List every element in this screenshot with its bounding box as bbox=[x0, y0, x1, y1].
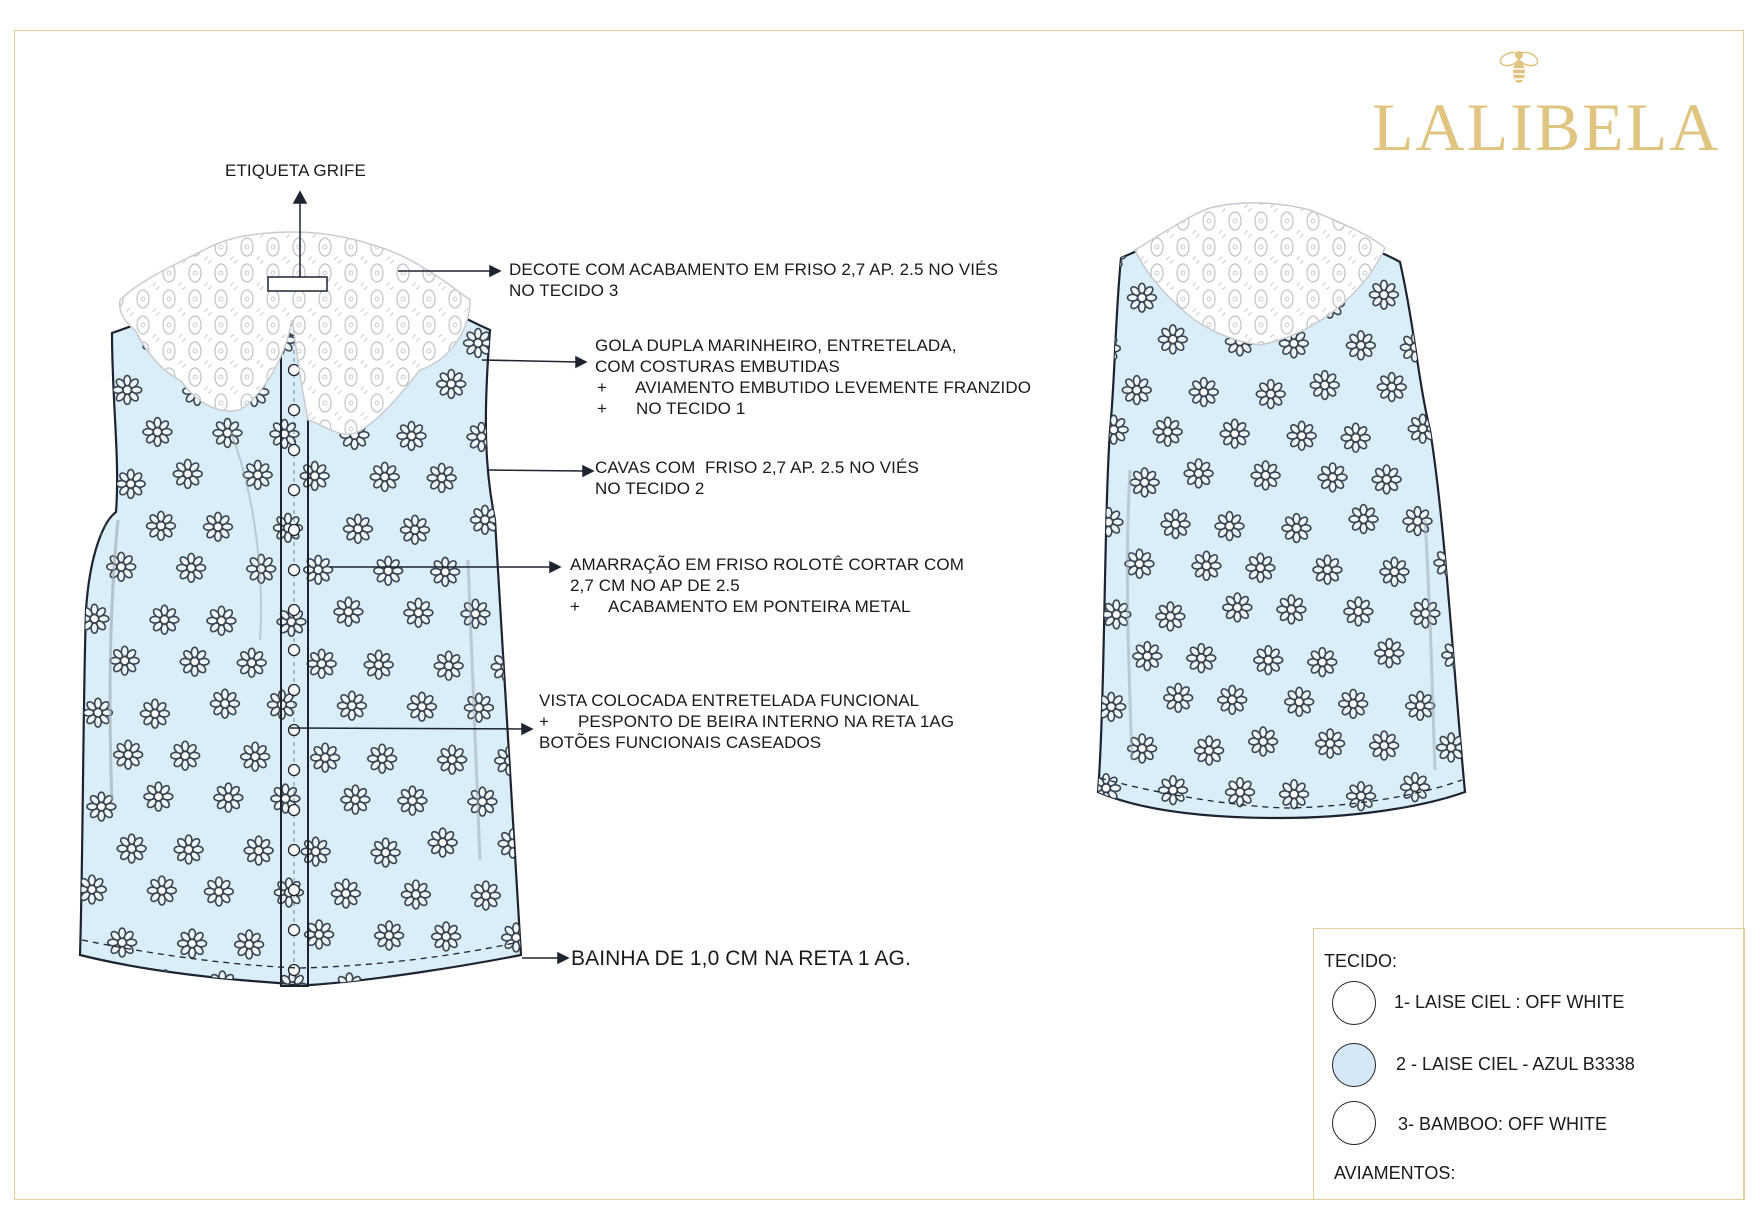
flower-motif bbox=[370, 462, 399, 491]
button bbox=[289, 885, 300, 896]
flower-motif bbox=[1439, 467, 1468, 496]
flower-motif bbox=[438, 745, 467, 774]
flower-motif bbox=[1251, 461, 1280, 490]
flower-motif bbox=[1277, 595, 1306, 624]
flower-motif bbox=[494, 371, 523, 400]
flower-motif bbox=[207, 606, 236, 635]
flower-motif bbox=[397, 422, 426, 451]
flower-motif bbox=[1256, 380, 1285, 409]
flower-motif bbox=[1406, 241, 1435, 270]
flower-motif bbox=[1408, 414, 1437, 443]
button bbox=[289, 405, 300, 416]
flower-motif bbox=[491, 652, 520, 681]
flower-motif bbox=[147, 876, 176, 905]
flower-motif bbox=[1122, 376, 1151, 405]
flower-motif bbox=[374, 556, 403, 585]
button bbox=[289, 605, 300, 616]
flower-motif bbox=[83, 323, 112, 352]
flower-motif bbox=[1092, 774, 1121, 803]
button bbox=[289, 765, 300, 776]
flower-motif bbox=[1287, 421, 1316, 450]
fabric-label-2: 2 - LAISE CIEL - AZUL B3338 bbox=[1396, 1054, 1635, 1074]
flower-motif bbox=[1187, 644, 1216, 673]
flower-motif bbox=[1318, 463, 1347, 492]
flower-motif bbox=[1223, 593, 1252, 622]
collar-callout: GOLA DUPLA MARINHEIRO, ENTRETELADA, COM COSTURAS EMBUTIDAS + AVIAMENTO EMBUTIDO LEVEMENTE FRANZIDO + NO TECIDO 1 bbox=[595, 336, 1032, 418]
flower-motif bbox=[1128, 283, 1157, 312]
flower-motif bbox=[178, 929, 207, 958]
flower-motif bbox=[468, 787, 497, 816]
flower-motif bbox=[116, 469, 145, 498]
flower-motif bbox=[434, 651, 463, 680]
flower-motif bbox=[208, 971, 237, 1000]
flower-motif bbox=[1254, 646, 1283, 675]
flower-motif bbox=[1310, 371, 1339, 400]
trims-title: AVIAMENTOS: bbox=[1334, 1163, 1456, 1183]
flower-motif bbox=[144, 782, 173, 811]
flower-motif bbox=[1316, 729, 1345, 758]
flower-motif bbox=[1091, 334, 1120, 363]
flower-motif bbox=[1285, 687, 1314, 716]
flower-motif bbox=[1094, 508, 1123, 537]
flower-motif bbox=[1164, 683, 1193, 712]
flower-motif bbox=[150, 605, 179, 634]
flower-motif bbox=[81, 969, 110, 998]
flower-motif bbox=[375, 921, 404, 950]
flower-motif bbox=[1226, 778, 1255, 807]
flower-motif bbox=[405, 974, 434, 1003]
flower-motif bbox=[364, 650, 393, 679]
tie-callout: AMARRAÇÃO EM FRISO ROLOTÊ CORTAR COM 2,7 CM NO AP DE 2.5 + ACABAMENTO EM PONTEIRA METAL bbox=[570, 555, 965, 616]
flower-motif bbox=[432, 922, 461, 951]
flower-motif bbox=[311, 743, 340, 772]
flower-motif bbox=[117, 834, 146, 863]
flower-motif bbox=[305, 920, 334, 949]
flower-motif bbox=[471, 881, 500, 910]
flower-motif bbox=[237, 648, 266, 677]
bee-icon bbox=[1498, 45, 1540, 89]
flower-motif bbox=[1158, 325, 1187, 354]
flower-motif bbox=[467, 423, 496, 452]
flower-motif bbox=[86, 417, 115, 446]
fabric-title: TECIDO: bbox=[1324, 951, 1398, 971]
flower-motif bbox=[300, 461, 329, 490]
flower-motif bbox=[1218, 685, 1247, 714]
button bbox=[289, 685, 300, 696]
flower-motif bbox=[1344, 597, 1373, 626]
flower-motif bbox=[398, 786, 427, 815]
flower-motif bbox=[1184, 459, 1213, 488]
flower-motif bbox=[204, 512, 233, 541]
flower-motif bbox=[1341, 423, 1370, 452]
button bbox=[289, 845, 300, 856]
flower-motif bbox=[1349, 505, 1378, 534]
flower-motif bbox=[1347, 782, 1376, 811]
flower-motif bbox=[1442, 641, 1471, 670]
button bbox=[289, 485, 300, 496]
flower-motif bbox=[241, 742, 270, 771]
flower-motif bbox=[464, 329, 493, 358]
flower-motif bbox=[404, 598, 433, 627]
flower-motif bbox=[331, 879, 360, 908]
flower-motif bbox=[465, 693, 494, 722]
flower-motif bbox=[1153, 417, 1182, 446]
flower-motif bbox=[143, 418, 172, 447]
fabric-legend bbox=[1313, 928, 1745, 1200]
flower-motif bbox=[341, 785, 370, 814]
flower-motif bbox=[247, 554, 276, 583]
button bbox=[289, 565, 300, 576]
flower-motif bbox=[211, 689, 240, 718]
flower-motif bbox=[1195, 736, 1224, 765]
button bbox=[289, 525, 300, 536]
flower-motif bbox=[462, 975, 491, 1004]
flower-motif bbox=[1346, 331, 1375, 360]
flower-motif bbox=[1313, 555, 1342, 584]
neckline-callout: DECOTE COM ACABAMENTO EM FRISO 2,7 AP. 2.5 NO VIÉS NO TECIDO 3 bbox=[509, 260, 999, 300]
fabric-swatch-3 bbox=[1332, 1101, 1376, 1145]
flower-motif bbox=[1192, 551, 1221, 580]
flower-motif bbox=[401, 880, 430, 909]
flower-motif bbox=[1220, 419, 1249, 448]
flower-motif bbox=[1189, 378, 1218, 407]
flower-motif bbox=[437, 370, 466, 399]
flower-motif bbox=[408, 692, 437, 721]
flower-motif bbox=[1159, 776, 1188, 805]
flower-motif bbox=[1133, 642, 1162, 671]
flower-motif bbox=[110, 646, 139, 675]
flower-motif bbox=[1401, 773, 1430, 802]
flower-motif bbox=[235, 930, 264, 959]
flower-motif bbox=[1375, 639, 1404, 668]
flower-motif bbox=[1156, 602, 1185, 631]
flower-motif bbox=[307, 649, 336, 678]
flower-motif bbox=[1339, 689, 1368, 718]
flower-motif bbox=[1308, 648, 1337, 677]
flower-motif bbox=[502, 923, 531, 952]
flower-motif bbox=[1215, 512, 1244, 541]
flower-motif bbox=[174, 835, 203, 864]
flower-motif bbox=[1125, 549, 1154, 578]
button bbox=[289, 805, 300, 816]
flower-motif bbox=[171, 741, 200, 770]
flower-motif bbox=[177, 553, 206, 582]
flower-motif bbox=[1130, 468, 1159, 497]
button bbox=[289, 725, 300, 736]
brand-logo: LALIBELA bbox=[1372, 89, 1721, 165]
flower-motif bbox=[1377, 373, 1406, 402]
flower-motif bbox=[1380, 557, 1409, 586]
flower-motif bbox=[204, 877, 233, 906]
flower-motif bbox=[1280, 780, 1309, 809]
flower-motif bbox=[107, 552, 136, 581]
flower-motif bbox=[1282, 514, 1311, 543]
flower-motif bbox=[1370, 731, 1399, 760]
flower-motif bbox=[301, 837, 330, 866]
flower-motif bbox=[1246, 553, 1275, 582]
fabric-swatch-1 bbox=[1332, 981, 1376, 1025]
flower-motif bbox=[371, 838, 400, 867]
flower-motif bbox=[1099, 415, 1128, 444]
flower-motif bbox=[151, 970, 180, 999]
flower-motif bbox=[1370, 280, 1399, 309]
button bbox=[289, 965, 300, 976]
armholes-callout: CAVAS COM FRISO 2,7 AP. 2.5 NO VIÉS NO TECIDO 2 bbox=[595, 458, 919, 498]
placket-callout: VISTA COLOCADA ENTRETELADA FUNCIONAL + PESPONTO DE BEIRA INTERNO NA RETA 1AG BOTÕES FUNCIONAIS CASEADOS bbox=[539, 691, 955, 752]
flower-motif bbox=[1406, 691, 1435, 720]
flower-motif bbox=[77, 875, 106, 904]
flower-motif bbox=[427, 463, 456, 492]
button bbox=[289, 365, 300, 376]
flower-motif bbox=[1431, 375, 1460, 404]
flower-motif bbox=[461, 599, 490, 628]
flower-motif bbox=[141, 699, 170, 728]
back-view bbox=[1091, 203, 1470, 818]
flower-motif bbox=[431, 557, 460, 586]
hem-callout: BAINHA DE 1,0 CM NA RETA 1 AG. bbox=[571, 947, 911, 970]
flower-motif bbox=[213, 419, 242, 448]
flower-motif bbox=[1434, 548, 1463, 577]
button bbox=[289, 925, 300, 936]
flower-motif bbox=[335, 973, 364, 1002]
flower-motif bbox=[428, 828, 457, 857]
flower-motif bbox=[180, 647, 209, 676]
flower-motif bbox=[1372, 465, 1401, 494]
flower-motif bbox=[244, 836, 273, 865]
flower-motif bbox=[368, 744, 397, 773]
front-view bbox=[77, 232, 531, 1004]
flower-motif bbox=[344, 514, 373, 543]
flower-motif bbox=[173, 459, 202, 488]
flower-motif bbox=[84, 698, 113, 727]
flower-motif bbox=[1437, 282, 1466, 311]
flower-motif bbox=[113, 376, 142, 405]
flower-motif bbox=[338, 691, 367, 720]
flower-motif bbox=[1161, 510, 1190, 539]
fabric-swatch-2 bbox=[1332, 1043, 1376, 1087]
fabric-label-3: 3- BAMBOO: OFF WHITE bbox=[1398, 1114, 1608, 1134]
flower-motif bbox=[114, 740, 143, 769]
flower-motif bbox=[497, 464, 526, 493]
flower-motif bbox=[1403, 507, 1432, 536]
flower-motif bbox=[214, 783, 243, 812]
flower-motif bbox=[498, 829, 527, 858]
button bbox=[289, 645, 300, 656]
flower-motif bbox=[77, 510, 106, 539]
flower-motif bbox=[334, 597, 363, 626]
flower-motif bbox=[401, 515, 430, 544]
flower-motif bbox=[1249, 727, 1278, 756]
flower-motif bbox=[1097, 242, 1126, 271]
fabric-label-1: 1- LAISE CIEL : OFF WHITE bbox=[1394, 992, 1625, 1012]
flower-motif bbox=[1411, 599, 1440, 628]
button bbox=[289, 445, 300, 456]
flower-motif bbox=[108, 928, 137, 957]
flower-motif bbox=[147, 511, 176, 540]
label-tag-callout: ETIQUETA GRIFE bbox=[225, 161, 366, 180]
flower-motif bbox=[501, 558, 530, 587]
